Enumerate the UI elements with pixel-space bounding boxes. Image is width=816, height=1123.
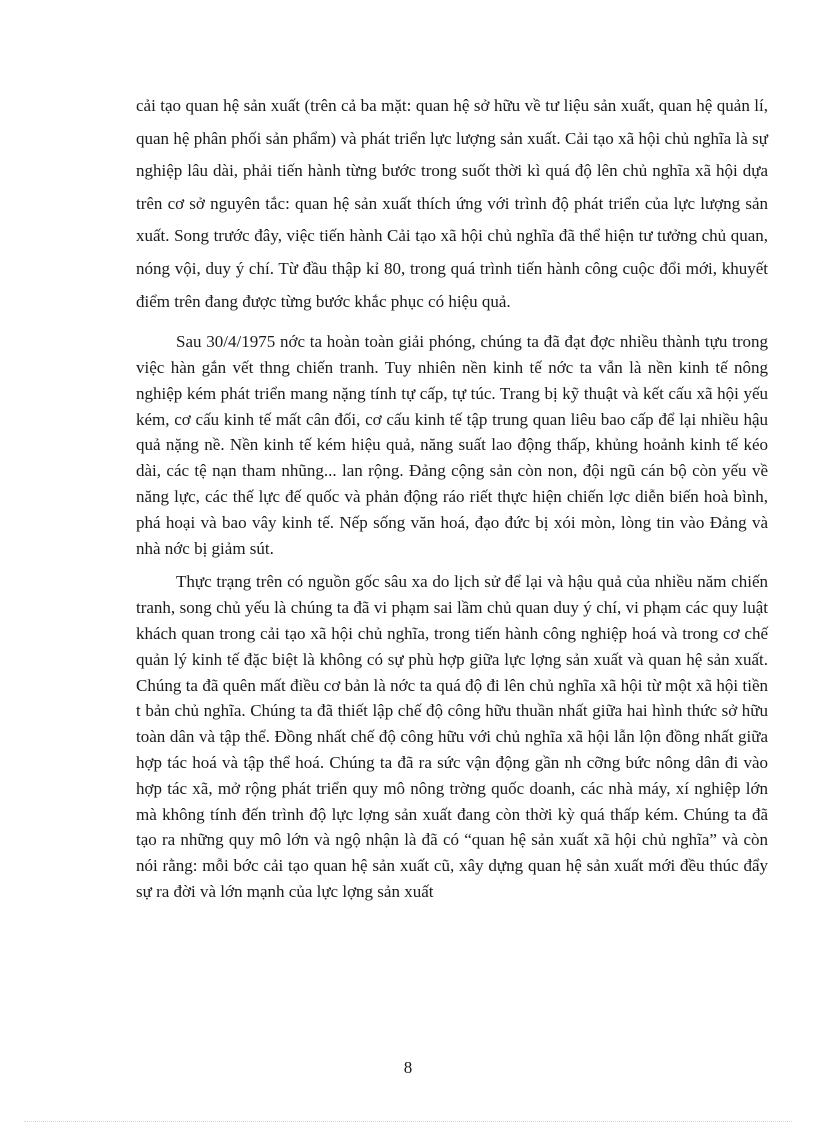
paragraph-1: cải tạo quan hệ sản xuất (trên cả ba mặt: quan hệ sở hữu về tư liệu sản xuất, quan hệ quản lí, quan hệ phân phối sản phẩm) và phát triển lực lượng sản xuất. Cải tạo xã hội chủ nghĩa là sự nghiệp lâu dài, phải tiến hành từng bước trong suốt thời kì quá độ lên chủ nghĩa xã hội dựa trên cơ sở nguyên tắc: quan hệ sản xuất thích ứng với trình độ phát triển của lực lượng sản xuất. Song trước đây, việc tiến hành Cải tạo xã hội chủ nghĩa đã thể hiện tư tưởng chủ quan, nóng vội, duy ý chí. Từ đầu thập kỉ 80, trong quá trình tiến hành công cuộc đổi mới, khuyết điểm trên đang được từng bước khắc phục có hiệu quả.: [136, 96, 768, 311]
paragraph-3: Thực trạng trên có nguồn gốc sâu xa do lịch sử để lại và hậu quả của nhiều năm chiến tranh, song chủ yếu là chúng ta đã vi phạm sai lầm chủ quan duy ý chí, vi phạm các quy luật khách quan trong cải tạo xã hội chủ nghĩa, trong tiến hành công nghiệp hoá và trong cơ chế quản lý kinh tế đặc biệt là không có sự phù hợp giữa lực lợng sản xuất và quan hệ sản xuất. Chúng ta đã quên mất điều cơ bản là nớc ta quá độ đi lên chủ nghĩa xã hội từ một xã hội tiền t bản chủ nghĩa. Chúng ta đã thiết lập chế độ công hữu thuần nhất giữa hai hình thức sở hữu toàn dân và tập thể. Đồng nhất chế độ công hữu với chủ nghĩa xã hội lẫn lộn đồng nhất giữa hợp tác hoá và tập thể hoá. Chúng ta đã ra sức vận động gần nh cỡng bức nông dân đi vào hợp tác xã, mở rộng phát triển quy mô nông trờng quốc doanh, các nhà máy, xí nghiệp lớn mà không tính đến trình độ lực lợng sản xuất đang còn thời kỳ quá thấp kém. Chúng ta đã tạo ra những quy mô lớn và ngộ nhận là đã có “quan hệ sản xuất xã hội chủ nghĩa” và còn nói rằng: mỗi bớc cải tạo quan hệ sản xuất cũ, xây dựng quan hệ sản xuất mới đều thúc đẩy sự ra đời và lớn mạnh của lực lợng sản xuất: [136, 572, 768, 901]
footer-divider: [24, 1121, 792, 1122]
body-text: [136, 90, 768, 905]
page-number: 8: [403, 1058, 413, 1077]
paragraph-2: Sau 30/4/1975 nớc ta hoàn toàn giải phóng, chúng ta đã đạt đợc nhiều thành tựu trong việc hàn gắn vết thng chiến tranh. Tuy nhiên nền kinh tế nớc ta vẫn là nền kinh tế nông nghiệp kém phát triển mang nặng tính tự cấp, tự túc. Trang bị kỹ thuật và kết cấu xã hội yếu kém, cơ cấu kinh tế mất cân đối, cơ cấu kinh tế tập trung quan liêu bao cấp để lại nhiều hậu quả nặng nề. Nền kinh tế kém hiệu quả, năng suất lao động thấp, khủng hoảnh kinh tế kéo dài, các tệ nạn tham nhũng... lan rộng. Đảng cộng sản còn non, đội ngũ cán bộ còn yếu về năng lực, các thế lực đế quốc và phản động ráo riết thực hiện chiến lợc diễn biến hoà bình, phá hoại và bao vây kinh tế. Nếp sống văn hoá, đạo đức bị xói mòn, lòng tin vào Đảng và nhà nớc bị giảm sút.: [136, 332, 768, 558]
